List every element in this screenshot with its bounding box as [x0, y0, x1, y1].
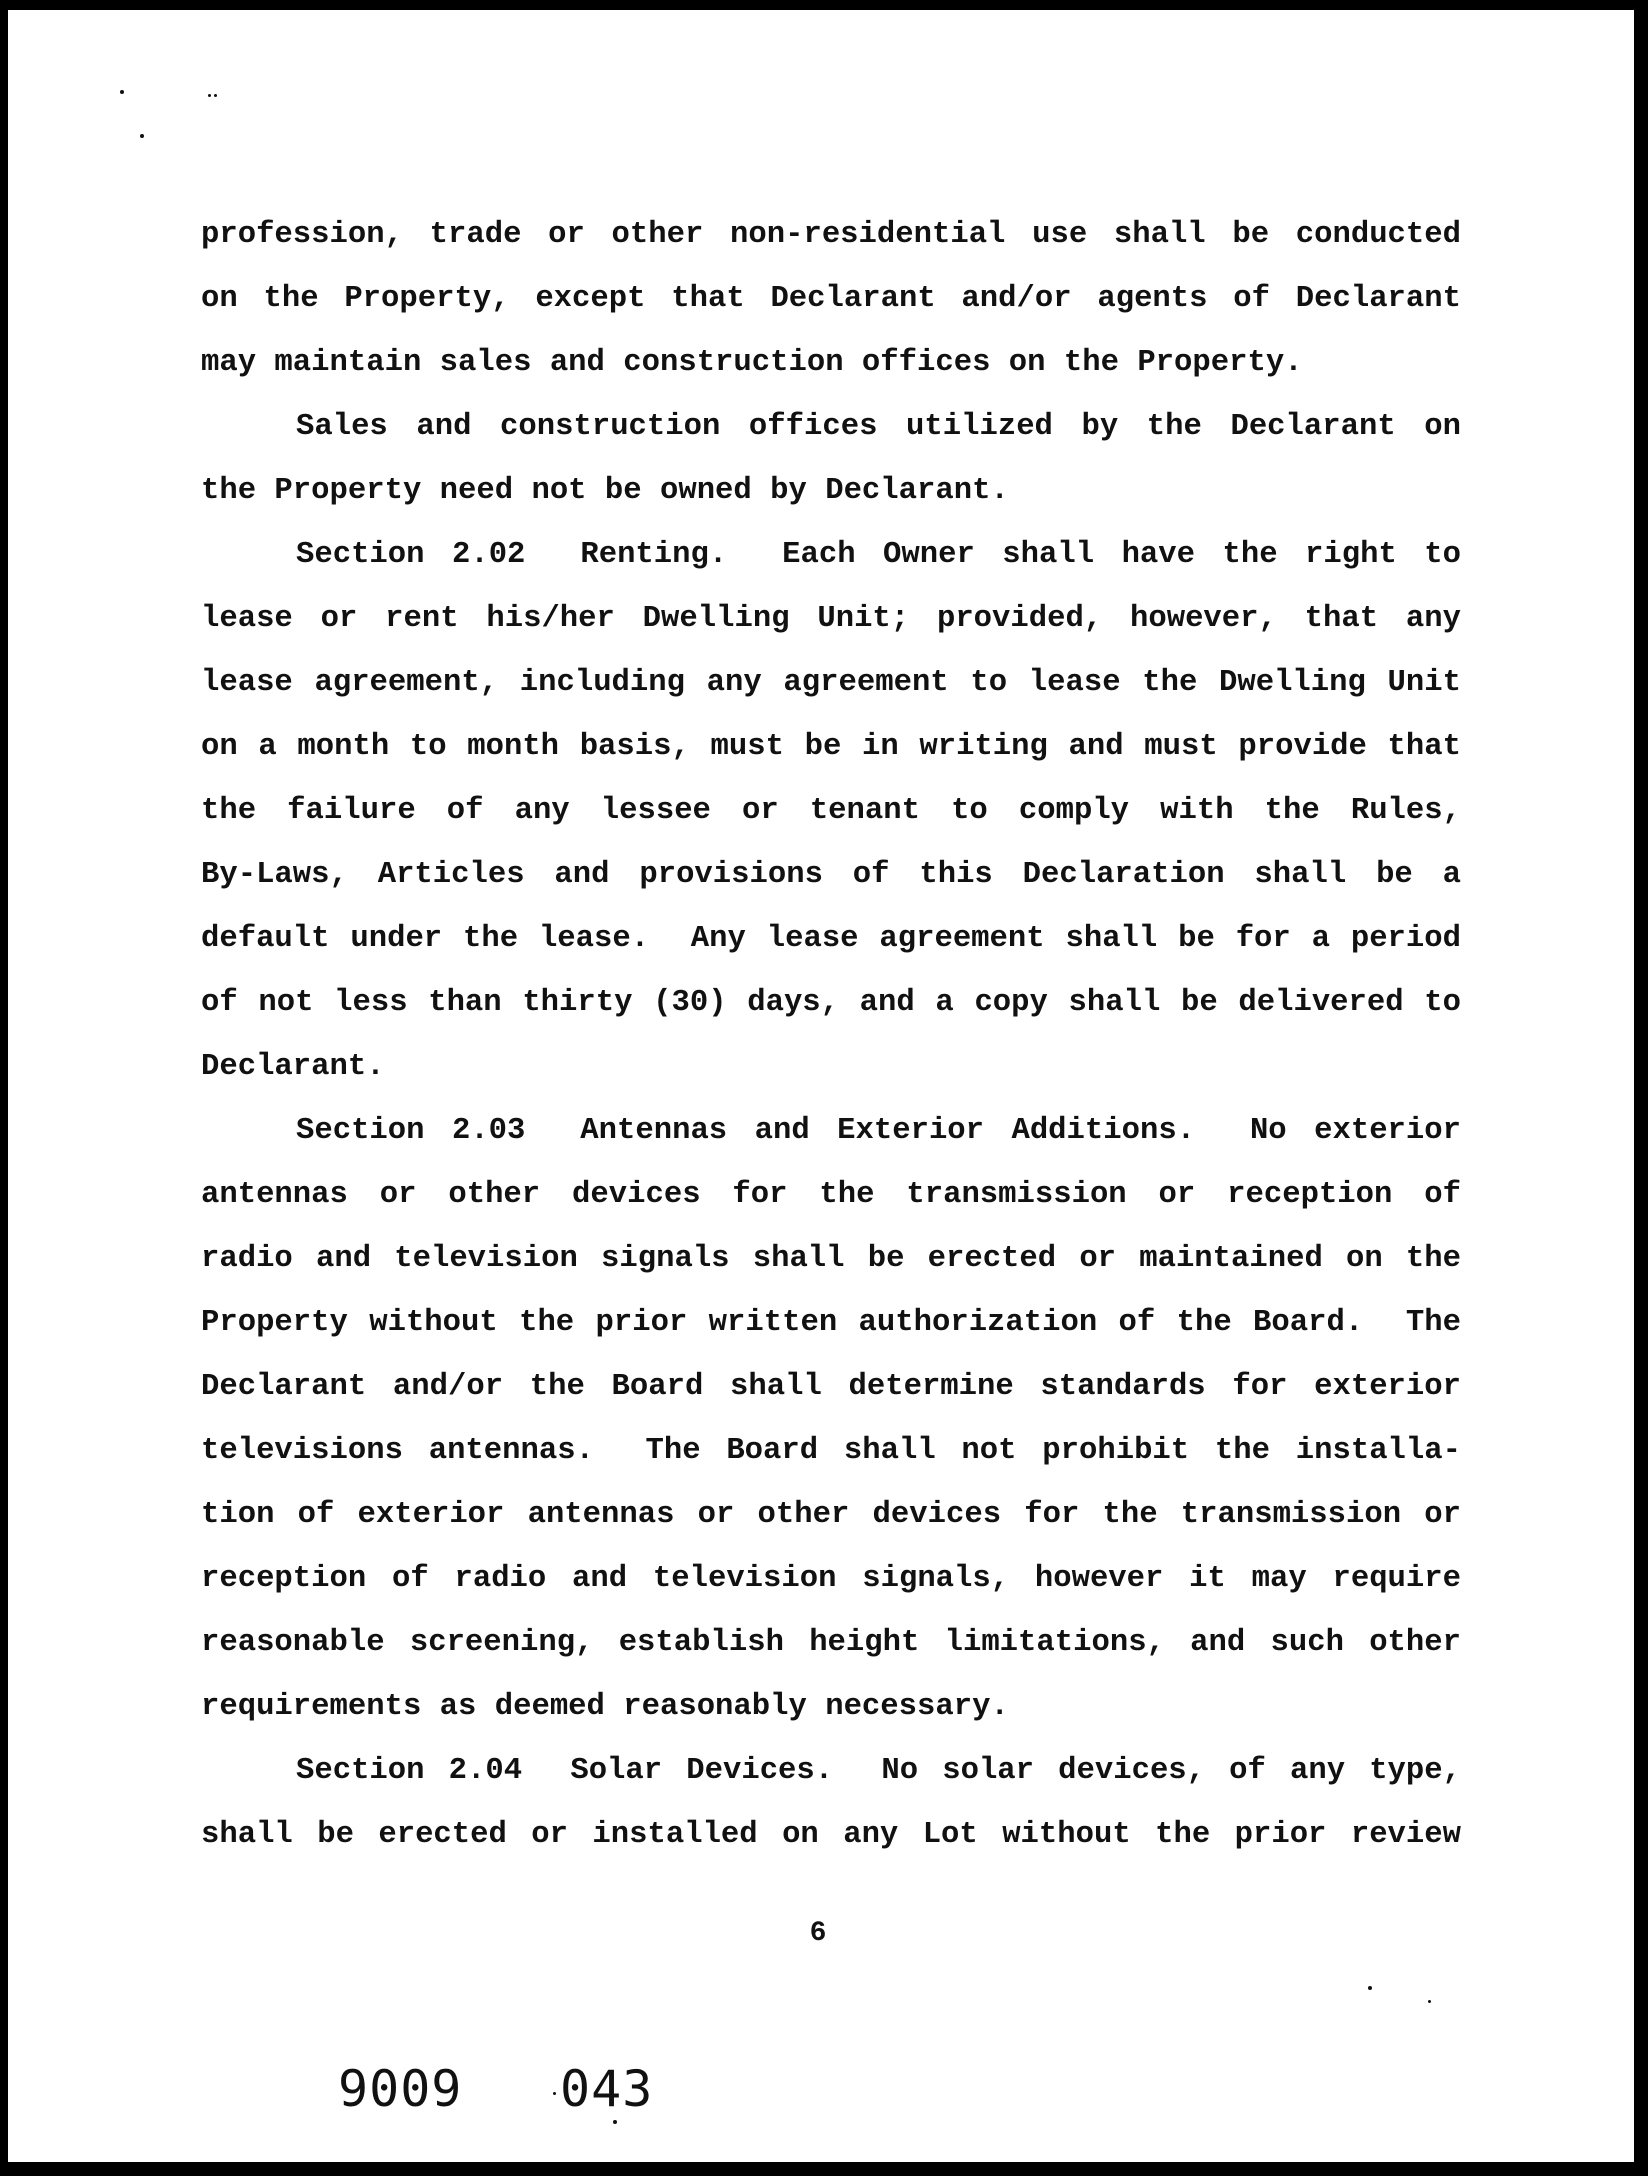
text-line: Section 2.03 Antennas and Exterior Additions. No exterior	[296, 1114, 1461, 1148]
document-stamp-number-left: 9009	[338, 2060, 463, 2118]
text-line: tion of exterior antennas or other devices for the transmission or	[201, 1498, 1461, 1532]
scan-speck	[140, 134, 144, 138]
text-line: antennas or other devices for the transmission or reception of	[201, 1178, 1461, 1212]
text-line: radio and television signals shall be erected or maintained on the	[201, 1242, 1461, 1276]
scan-speck	[120, 90, 124, 94]
text-line: the Property need not be owned by Declarant.	[201, 474, 1009, 508]
scan-speck	[214, 94, 217, 97]
document-stamp-number-right: 043	[560, 2060, 654, 2118]
text-line: requirements as deemed reasonably necessary.	[201, 1690, 1009, 1724]
text-line: Section 2.04 Solar Devices. No solar devices, of any type,	[296, 1754, 1461, 1788]
text-line: on a month to month basis, must be in writing and must provide that	[201, 730, 1461, 764]
text-line: the failure of any lessee or tenant to comply with the Rules,	[201, 794, 1461, 828]
text-line: Sales and construction offices utilized by the Declarant on	[296, 410, 1461, 444]
scan-speck	[1428, 2000, 1431, 2003]
text-line: on the Property, except that Declarant and/or agents of Declarant	[201, 282, 1461, 316]
scan-speck	[208, 94, 211, 97]
text-line: lease or rent his/her Dwelling Unit; provided, however, that any	[201, 602, 1461, 636]
text-line: may maintain sales and construction offices on the Property.	[201, 346, 1303, 380]
text-line: shall be erected or installed on any Lot without the prior review	[201, 1818, 1461, 1852]
text-line: default under the lease. Any lease agreement shall be for a period	[201, 922, 1461, 956]
text-line: Declarant.	[201, 1050, 385, 1084]
text-line: reception of radio and television signals, however it may require	[201, 1562, 1461, 1596]
text-line: lease agreement, including any agreement to lease the Dwelling Unit	[201, 666, 1461, 700]
page-number: 6	[809, 1918, 827, 1949]
scan-speck	[553, 2092, 556, 2095]
document-page	[8, 10, 1634, 2162]
text-line: By-Laws, Articles and provisions of this Declaration shall be a	[201, 858, 1461, 892]
text-line: of not less than thirty (30) days, and a copy shall be delivered to	[201, 986, 1461, 1020]
scan-speck	[613, 2120, 617, 2124]
text-line: Property without the prior written authorization of the Board. The	[201, 1306, 1461, 1340]
text-line: Section 2.02 Renting. Each Owner shall have the right to	[296, 538, 1461, 572]
text-line: profession, trade or other non-residential use shall be conducted	[201, 218, 1461, 252]
text-line: televisions antennas. The Board shall not prohibit the installa-	[201, 1434, 1461, 1468]
text-line: Declarant and/or the Board shall determine standards for exterior	[201, 1370, 1461, 1404]
scan-speck	[1368, 1986, 1372, 1990]
text-line: reasonable screening, establish height limitations, and such other	[201, 1626, 1461, 1660]
